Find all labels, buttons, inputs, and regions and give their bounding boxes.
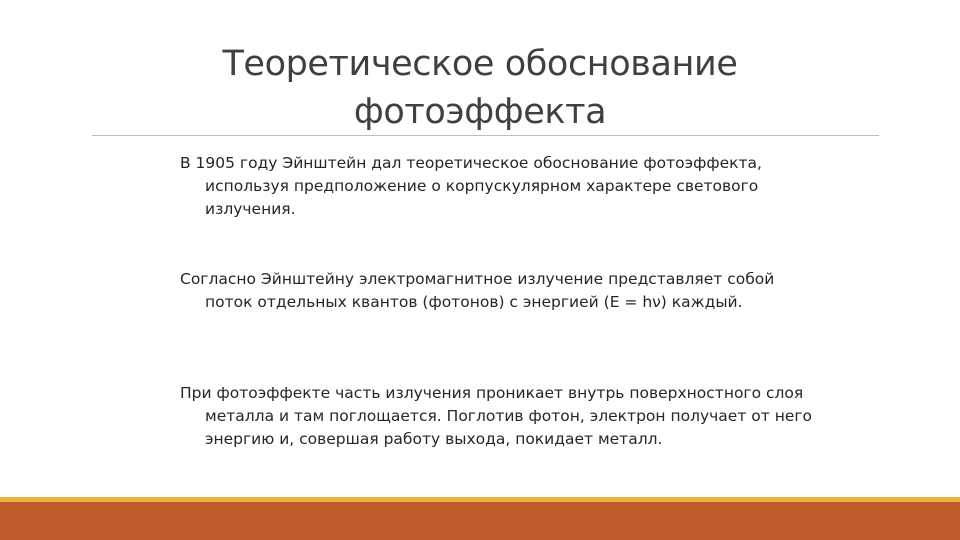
slide-title-line2: фотоэффекта	[353, 92, 607, 132]
slide-title-line1: Теоретическое обоснование	[222, 44, 738, 84]
slide-title	[120, 40, 840, 136]
title-divider	[92, 135, 879, 136]
paragraph-photon-quanta: Согласно Эйнштейну электромагнитное излучение представляет собой поток отдельных квантов (фотонов) с энергией (E = hν) каждый.	[180, 270, 775, 311]
paragraph-photoeffect-mechanism: При фотоэффекте часть излучения проникает внутрь поверхностного слоя металла и там поглощается. Поглотив фотон, электрон получает от него энергию и, совершая работу выхода, покидает металл.	[180, 384, 813, 448]
paragraph-einstein-1905: В 1905 году Эйнштейн дал теоретическое обоснование фотоэффекта, используя предположение о корпускулярном характере светового излучения.	[180, 154, 762, 218]
footer-bar	[0, 502, 960, 540]
